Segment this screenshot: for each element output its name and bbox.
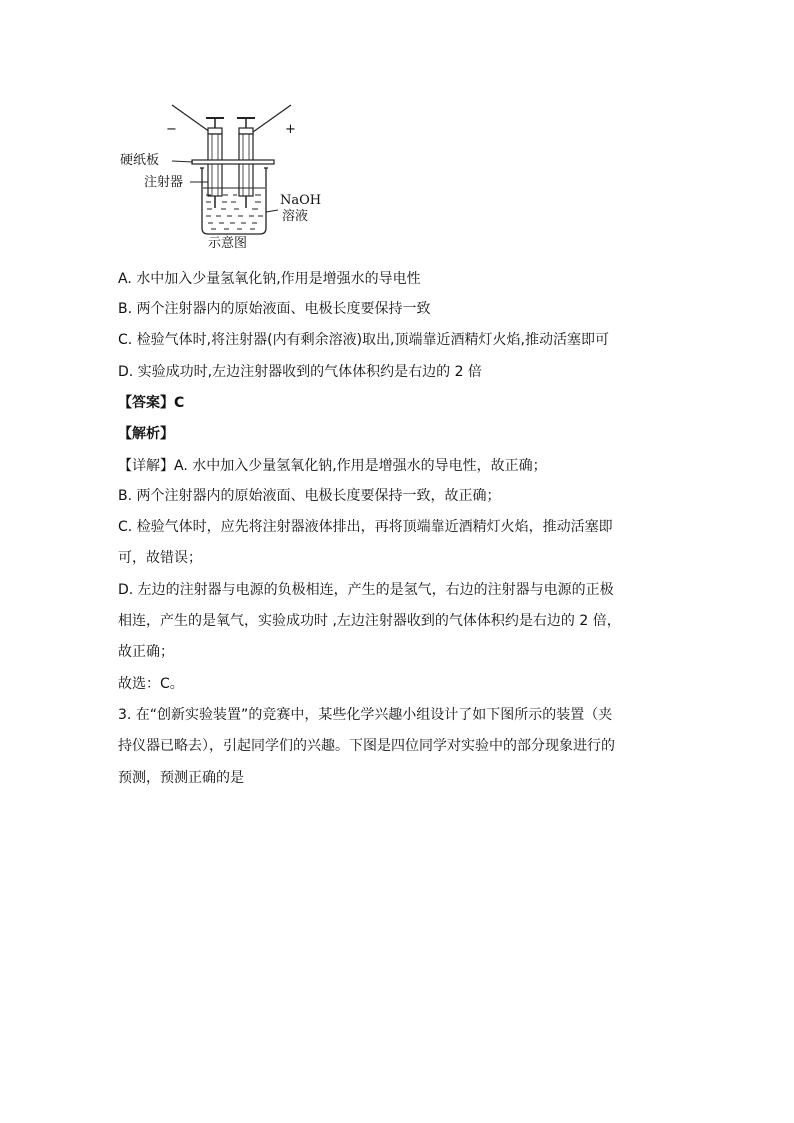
solution-label: 溶液 (282, 209, 309, 224)
question-3-line: 3. 在“创新实验装置”的竞赛中，某些化学兴趣小组设计了如下图所示的装置（夹 (118, 707, 613, 723)
naoh-label: NaOH (280, 193, 322, 208)
detail-line: B. 两个注射器内的原始液面、电极长度要保持一致，故正确； (118, 488, 501, 504)
option-b: B. 两个注射器内的原始液面、电极长度要保持一致 (118, 301, 431, 317)
solution-leader-line (266, 210, 278, 212)
cardboard-label: 硬纸板 (120, 153, 160, 168)
detail-line: 故选：C。 (118, 676, 184, 692)
cardboard-plate (192, 160, 274, 164)
option-d: D. 实验成功时,左边注射器收到的气体体积约是右边的 2 倍 (118, 364, 482, 380)
detail-line: 故正确； (118, 644, 174, 660)
detail-line: 可，故错误； (118, 550, 202, 566)
detail-line: D. 左边的注射器与电源的负极相连，产生的是氢气，右边的注射器与电源的正极 (118, 582, 614, 598)
electrolysis-apparatus-figure (110, 100, 340, 260)
positive-terminal-label: + (285, 122, 296, 137)
question-3-line: 预测，预测正确的是 (118, 770, 244, 786)
option-a: A. 水中加入少量氢氧化钠,作用是增强水的导电性 (118, 271, 421, 287)
detail-line: C. 检验气体时，应先将注射器液体排出，再将顶端靠近酒精灯火焰，推动活塞即 (118, 519, 613, 535)
answer-line: 【答案】C (118, 395, 185, 411)
board-leader-line (172, 161, 193, 162)
question-3-line: 持仪器已略去），引起同学们的兴趣。下图是四位同学对实验中的部分现象进行的 (118, 738, 615, 754)
option-c: C. 检验气体时,将注射器(内有剩余溶液)取出,顶端靠近酒精灯火焰,推动活塞即可 (118, 332, 609, 348)
detail-line: 【详解】A. 水中加入少量氢氧化钠,作用是增强水的导电性，故正确； (118, 458, 547, 474)
figure-caption: 示意图 (208, 236, 248, 251)
detail-line: 相连，产生的是氧气，实验成功时 ,左边注射器收到的气体体积约是右边的 2 倍， (118, 613, 621, 629)
negative-terminal-label: − (166, 122, 177, 137)
negative-wire (172, 105, 210, 132)
syringe-label: 注射器 (144, 175, 184, 190)
analysis-heading: 【解析】 (118, 426, 174, 442)
